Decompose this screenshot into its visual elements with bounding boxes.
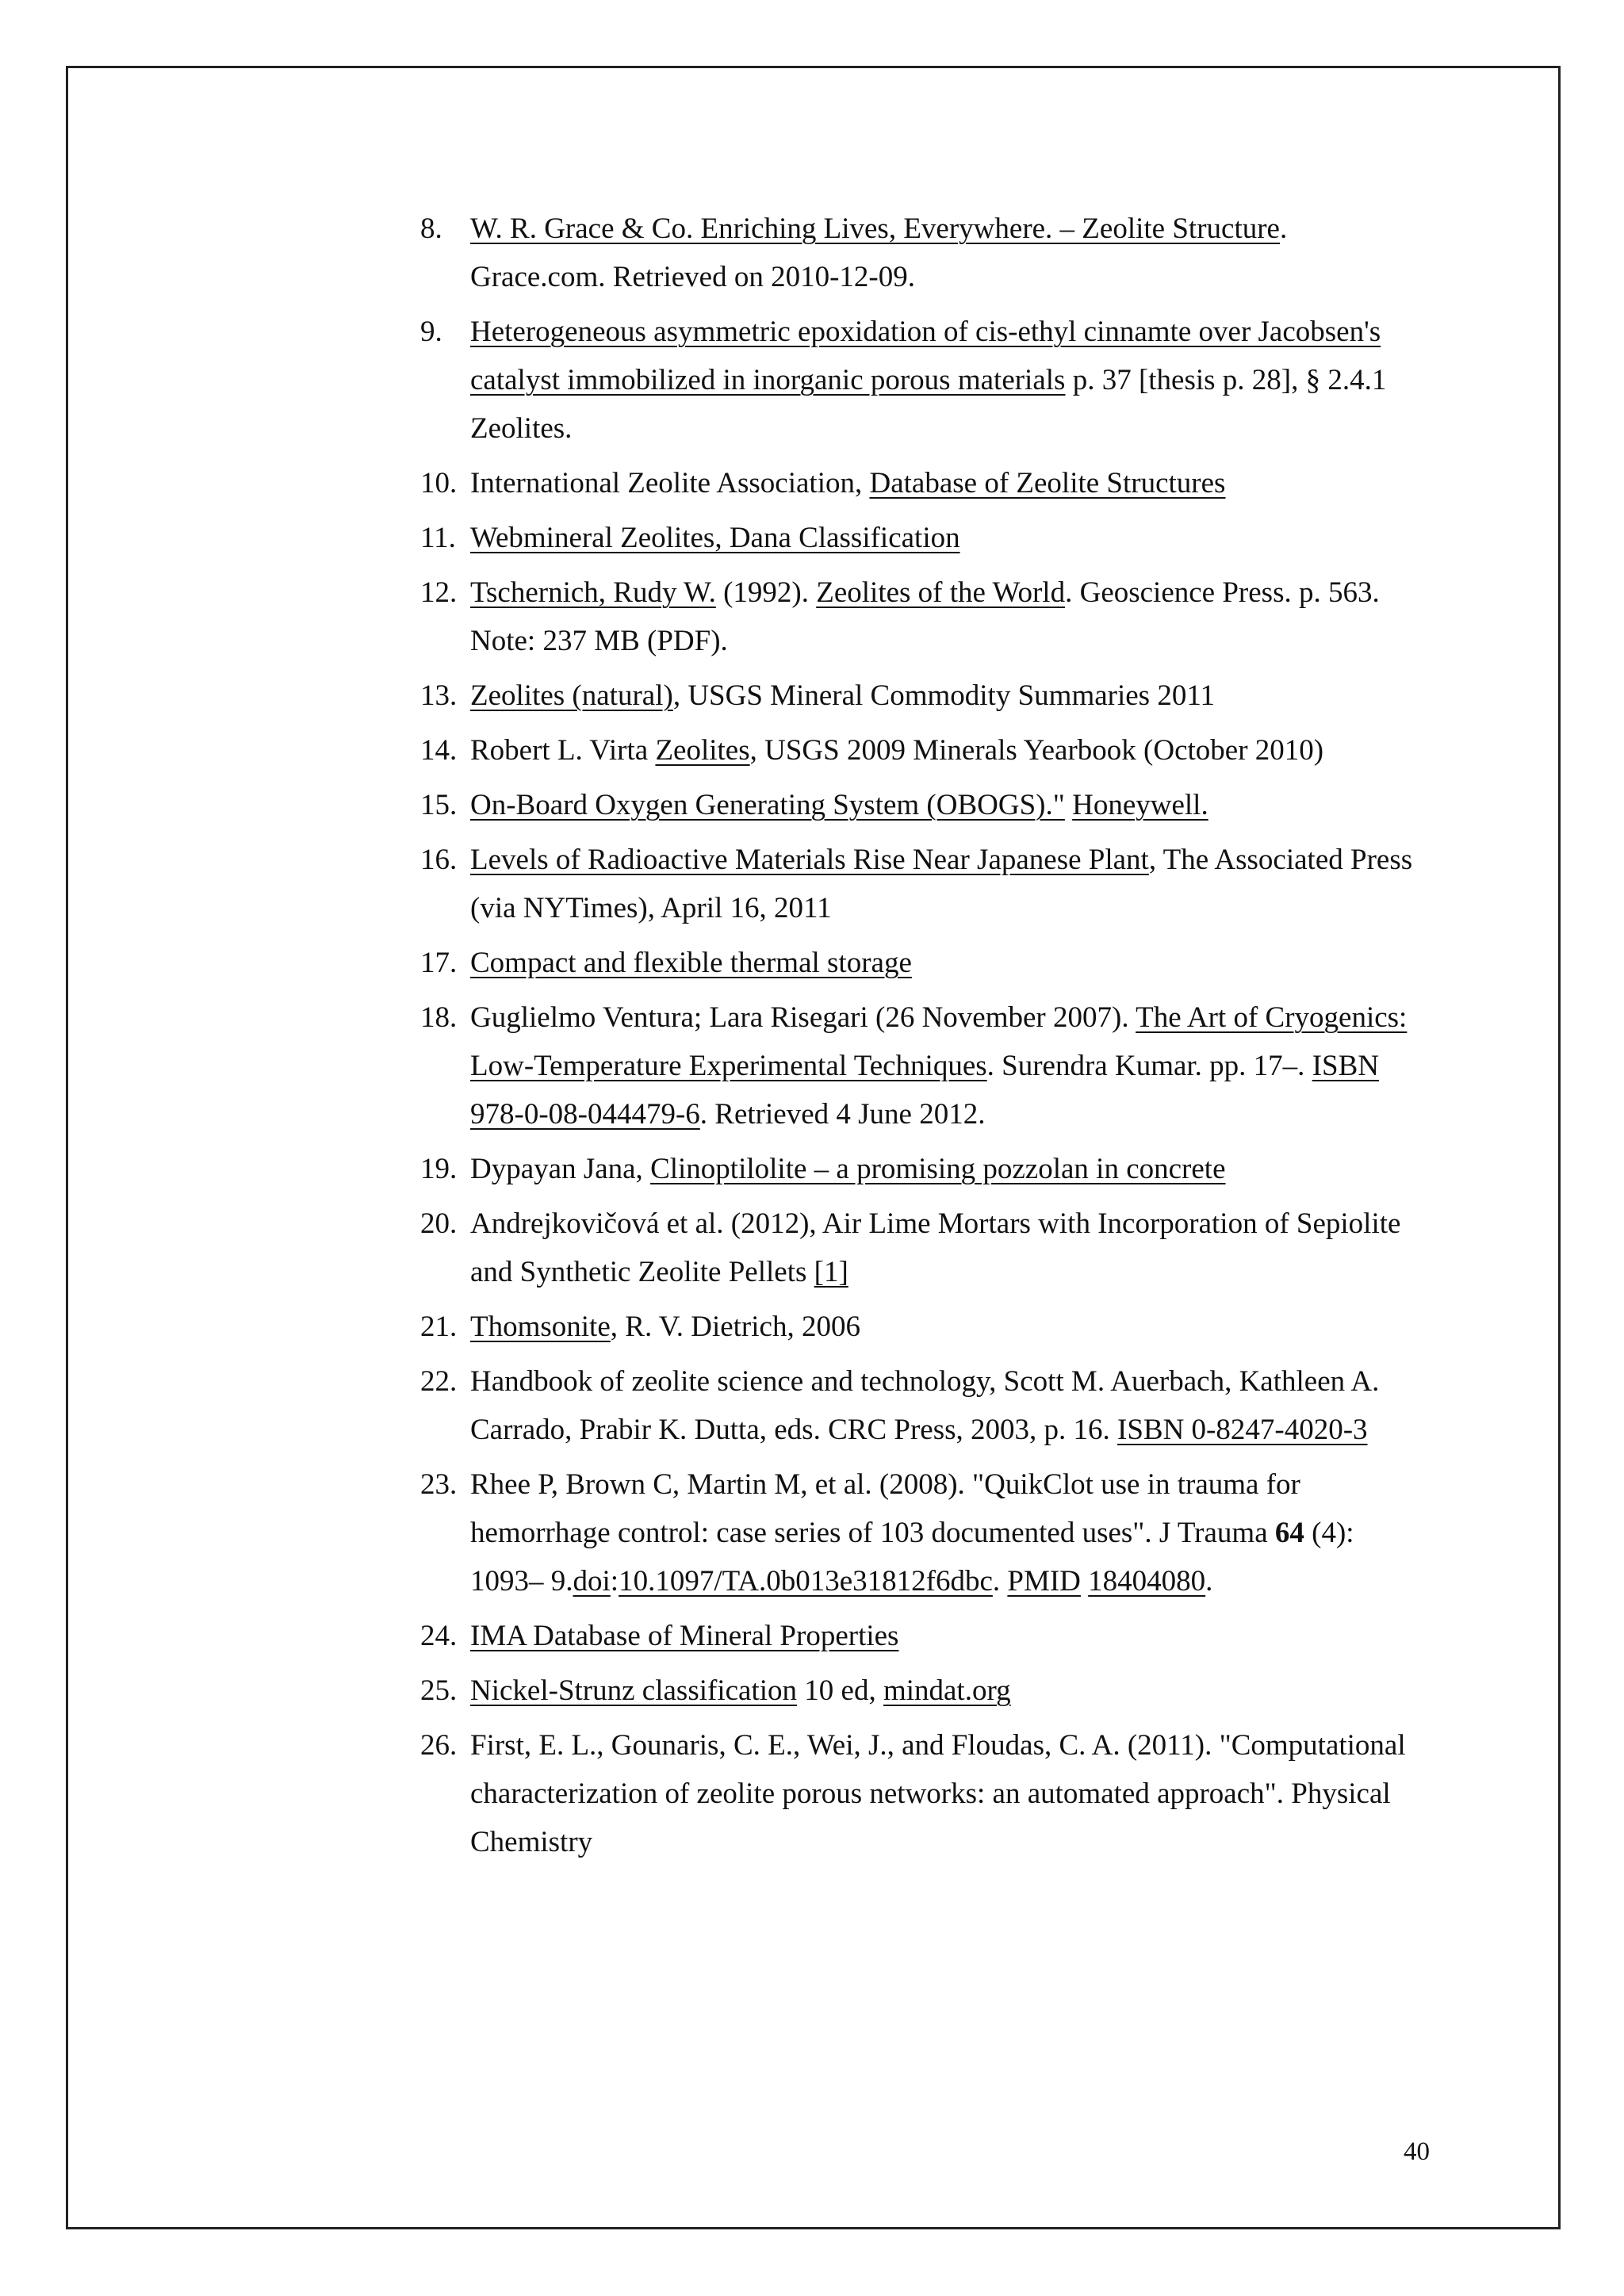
reference-number: 14. [420, 734, 458, 767]
reference-link[interactable]: Nickel-Strunz classification [470, 1674, 798, 1707]
reference-text: Guglielmo Ventura; Lara Risegari (26 November 2007). [470, 1001, 1136, 1034]
reference-item [420, 568, 1413, 665]
reference-link[interactable]: Zeolites of the World [816, 576, 1066, 609]
reference-text: . Geoscience Press. p. 563. Note: 237 MB (PDF). [470, 576, 1380, 657]
reference-text: , R. V. Dietrich, 2006 [610, 1311, 860, 1343]
reference-text: Handbook of zeolite science and technology, Scott M. Auerbach, Kathleen A. Carrado, Prabir K. Dutta, eds. CRC Press, 2003, p. 16. [470, 1365, 1380, 1446]
reference-text [1081, 1565, 1088, 1598]
reference-text: 10 ed, [797, 1674, 883, 1707]
reference-number: 25. [420, 1674, 458, 1707]
reference-link[interactable]: On-Board Oxygen Generating System (OBOGS)." [470, 789, 1065, 821]
reference-number: 20. [420, 1207, 458, 1240]
reference-link[interactable]: Thomsonite [470, 1311, 611, 1343]
reference-number: 18. [420, 1001, 458, 1034]
reference-link[interactable]: Zeolites [655, 734, 750, 767]
reference-text: . [992, 1565, 1008, 1598]
reference-item [420, 1357, 1413, 1454]
reference-link[interactable]: [1] [814, 1256, 848, 1288]
reference-link[interactable]: 978-0-08-044479-6 [470, 1098, 700, 1131]
reference-link[interactable]: W. R. Grace & Co. Enriching Lives, Everywhere. – Zeolite Structure [470, 212, 1280, 245]
reference-text: : [610, 1565, 619, 1598]
reference-text: Robert L. Virta [470, 734, 656, 767]
reference-text: p. 37 [thesis p. 28], § 2.4.1 Zeolites. [470, 364, 1387, 445]
reference-link[interactable]: Database of Zeolite Structures [869, 467, 1226, 499]
reference-number: 17. [420, 947, 458, 979]
reference-number: 11. [420, 522, 456, 554]
reference-text: , USGS Mineral Commodity Summaries 2011 [672, 679, 1215, 712]
reference-text: (1992). [715, 576, 817, 609]
reference-link[interactable]: Webmineral Zeolites, Dana Classification [470, 522, 960, 554]
reference-text: . [1205, 1565, 1213, 1598]
reference-item [420, 939, 1413, 987]
reference-number: 21. [420, 1311, 458, 1343]
reference-link[interactable]: IMA Database of Mineral Properties [470, 1620, 899, 1652]
reference-item [420, 308, 1413, 453]
reference-number: 10. [420, 467, 458, 499]
reference-link[interactable]: Honeywell. [1072, 789, 1208, 821]
reference-item [420, 836, 1413, 932]
reference-number: 12. [420, 576, 458, 609]
reference-number: 13. [420, 679, 458, 712]
reference-number: 9. [420, 316, 442, 348]
reference-text: , The Associated Press (via NYTimes), April 16, 2011 [470, 844, 1413, 924]
reference-text: . Grace.com. Retrieved on 2010-12-09. [470, 212, 1288, 293]
reference-link[interactable]: mindat.org [883, 1674, 1011, 1707]
reference-link[interactable]: Levels of Radioactive Materials Rise Near Japanese Plant [470, 844, 1149, 876]
reference-number: 16. [420, 844, 458, 876]
reference-text: International Zeolite Association, [470, 467, 870, 499]
reference-number: 22. [420, 1365, 458, 1398]
reference-item [420, 993, 1413, 1138]
reference-link[interactable]: Zeolites (natural) [470, 679, 673, 712]
reference-text: Rhee P, Brown C, Martin M, et al. (2008). "QuikClot use in trauma for hemorrhage control: case series of 103 documented uses". J Trauma [470, 1468, 1300, 1549]
reference-item [420, 514, 1413, 562]
reference-link[interactable]: ISBN [1312, 1050, 1379, 1082]
reference-link[interactable]: Compact and flexible thermal storage [470, 947, 912, 979]
reference-text: Dypayan Jana, [470, 1153, 651, 1185]
reference-number: 8. [420, 212, 442, 245]
reference-item [420, 1145, 1413, 1193]
reference-item [420, 1612, 1413, 1660]
reference-item [420, 781, 1413, 829]
reference-link[interactable]: Heterogeneous asymmetric epoxidation of cis-ethyl cinnamte over Jacobsen's catalyst immobilized in inorganic porous materials [470, 316, 1381, 396]
reference-list [420, 205, 1413, 1873]
reference-text [1065, 789, 1072, 821]
reference-item [420, 1303, 1413, 1351]
reference-link[interactable]: 18404080 [1088, 1565, 1206, 1598]
reference-link[interactable]: The Art of Cryogenics: Low-Temperature Experimental Techniques [470, 1001, 1408, 1082]
reference-text: First, E. L., Gounaris, C. E., Wei, J., and Floudas, C. A. (2011). "Computational characterization of zeolite porous networks: an automated approach". Physical Chemistry [470, 1729, 1406, 1858]
reference-link[interactable]: Clinoptilolite – a promising pozzolan in concrete [650, 1153, 1226, 1185]
reference-item [420, 459, 1413, 507]
reference-item [420, 1460, 1413, 1605]
page-number: 40 [1404, 2137, 1430, 2166]
reference-item [420, 205, 1413, 301]
reference-number: 15. [420, 789, 458, 821]
reference-text: (4): 1093– 9. [470, 1517, 1354, 1598]
reference-volume: 64 [1274, 1517, 1304, 1549]
reference-text: . Retrieved 4 June 2012. [699, 1098, 986, 1131]
reference-item [420, 672, 1413, 720]
reference-number: 23. [420, 1468, 458, 1501]
reference-item [420, 1667, 1413, 1715]
reference-link[interactable]: doi [573, 1565, 611, 1598]
reference-text: Andrejkovičová et al. (2012), Air Lime Mortars with Incorporation of Sepiolite and Synthetic Zeolite Pellets [470, 1207, 1401, 1288]
reference-item [420, 1200, 1413, 1296]
reference-link[interactable]: Tschernich, Rudy W. [470, 576, 716, 609]
reference-link[interactable]: PMID [1007, 1565, 1081, 1598]
reference-text: . Surendra Kumar. pp. 17–. [986, 1050, 1312, 1082]
reference-link[interactable]: ISBN 0-8247-4020-3 [1117, 1414, 1368, 1446]
reference-item [420, 1721, 1413, 1866]
reference-number: 19. [420, 1153, 458, 1185]
reference-text: , USGS 2009 Minerals Yearbook (October 2010) [749, 734, 1324, 767]
reference-number: 26. [420, 1729, 458, 1762]
reference-number: 24. [420, 1620, 458, 1652]
reference-item [420, 726, 1413, 775]
reference-link[interactable]: 10.1097/TA.0b013e31812f6dbc [619, 1565, 993, 1598]
